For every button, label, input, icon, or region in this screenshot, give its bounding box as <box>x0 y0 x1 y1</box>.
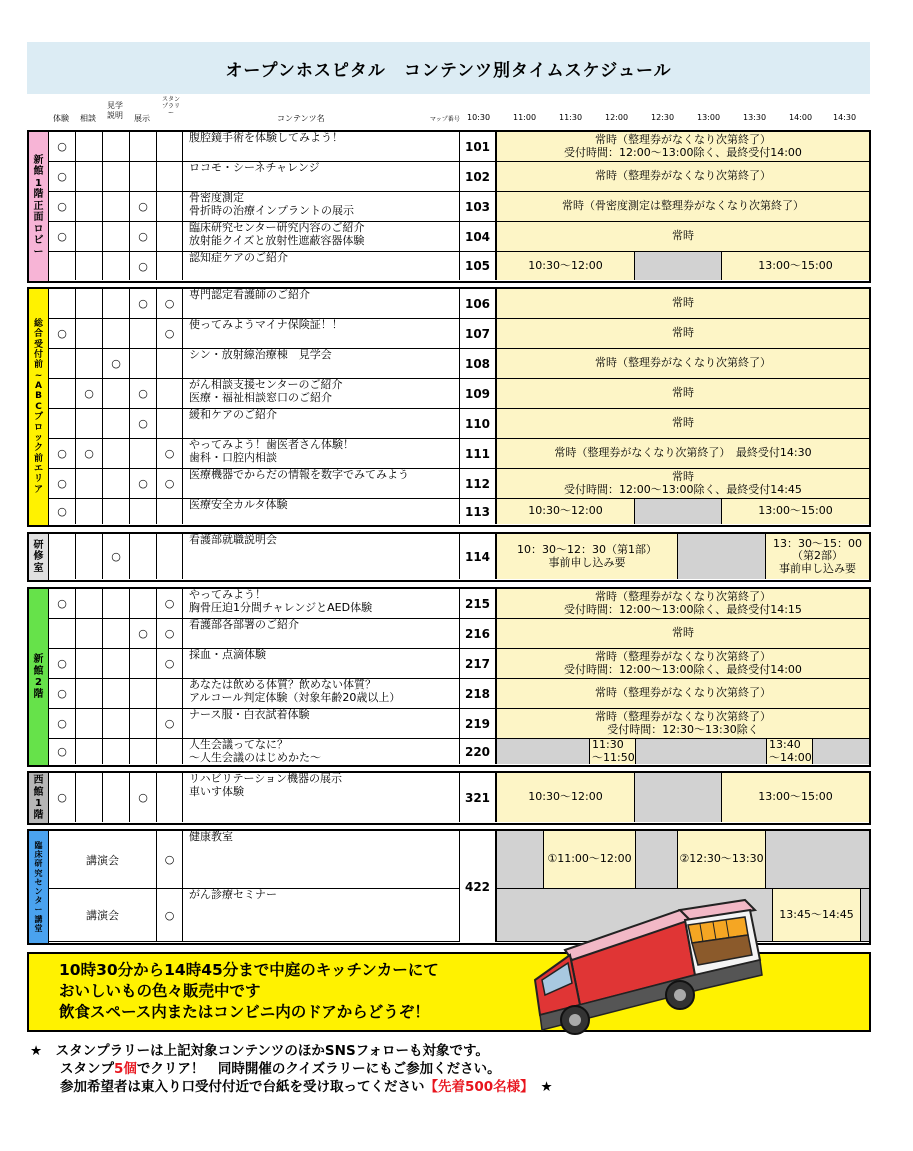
content-name: 使ってみようマイナ保険証！！ <box>183 319 460 348</box>
table-row: ○ ロコモ・シーネチャレンジ 102 常時（整理券がなくなり次第終了） <box>49 162 869 192</box>
schedule: 常時 <box>497 289 869 318</box>
notes: ★ スタンプラリーは上記対象コンテンツのほかSNSフォローも対象です。 スタンプ5個でクリア！ 同時開催のクイズラリーにもご参加ください。 参加希望者は東入り口受付付近で台紙を受け取ってください【先着500名様】 ★ <box>30 1043 553 1095</box>
schedule: 10：30～12：30（第1部） 事前申し込み要 13：30～15：00（第2部） 事前申し込み要 <box>497 534 869 579</box>
kouenkai-label: 講演会 <box>49 889 157 941</box>
section-label: 新館2階 <box>29 589 49 765</box>
table-row: ○ ○ やってみよう！ 胸骨圧迫1分間チャレンジとAED体験 215 常時（整理券がなくなり次第終了） 受付時間：12:00～13:00除く、最終受付14:15 <box>49 589 869 619</box>
map-number: 321 <box>460 773 497 822</box>
map-number: 106 <box>460 289 497 318</box>
schedule: 常時 <box>497 409 869 438</box>
content-name: 採血・点滴体験 <box>183 649 460 678</box>
table-row: ○ ○ がん相談支援センターのご紹介 医療・福祉相談窓口のご紹介 109 常時 <box>49 379 869 409</box>
table-row: ○ ○ リハビリテーション機器の展示 車いす体験 321 10:30～12:00 13:00～15:00 <box>49 773 869 822</box>
header-map: マップ番号 <box>430 116 460 123</box>
schedule: ①11:00～12:00 ②12:30～13:30 <box>497 831 869 888</box>
content-name: 腹腔鏡手術を体験してみよう！ <box>183 132 460 161</box>
table-row: ○ 認知症ケアのご紹介 105 10:30～12:00 13:00～15:00 <box>49 252 869 280</box>
map-number: 103 <box>460 192 497 221</box>
content-name: 人生会議ってなに？ ～人生会議のはじめかた～ <box>183 739 460 764</box>
content-name: 臨床研究センター研究内容のご紹介 放射能クイズと放射性遮蔽容器体験 <box>183 222 460 251</box>
content-name: やってみよう！ 胸骨圧迫1分間チャレンジとAED体験 <box>183 589 460 618</box>
content-name: がん相談支援センターのご紹介 医療・福祉相談窓口のご紹介 <box>183 379 460 408</box>
schedule: 常時（整理券がなくなり次第終了） 受付時間：12:00～13:00除く、最終受付14:00 <box>497 649 869 678</box>
schedule: 10:30～12:00 13:00～15:00 <box>497 252 869 280</box>
map-number: 217 <box>460 649 497 678</box>
map-number: 102 <box>460 162 497 191</box>
schedule: 11:30 ～11:50 13:40 ～14:00 <box>497 739 869 764</box>
schedule: 常時（整理券がなくなり次第終了） 受付時間：12:00～13:00除く、最終受付14:15 <box>497 589 869 618</box>
section-label: 臨床研究センター講堂 <box>29 831 49 943</box>
table-row: ○ 人生会議ってなに？ ～人生会議のはじめかた～ 220 11:30 ～11:50 13:40 ～14:00 <box>49 739 869 764</box>
content-name: 骨密度測定 骨折時の治療インプラントの展示 <box>183 192 460 221</box>
kouenkai-label: 講演会 <box>49 831 157 888</box>
map-number: 104 <box>460 222 497 251</box>
header-time-6: 13:30 <box>743 113 767 122</box>
section-label: 新館1階正面ロビー <box>29 132 49 281</box>
table-row: ○ あなたは飲める体質？飲めない体質？ アルコール判定体験（対象年齢20歳以上） 218 常時（整理券がなくなり次第終了） <box>49 679 869 709</box>
content-name: 看護部各部署のご紹介 <box>183 619 460 648</box>
map-number: 110 <box>460 409 497 438</box>
section-kenshushitsu <box>27 532 871 582</box>
schedule: 常時（骨密度測定は整理券がなくなり次第終了） <box>497 192 869 221</box>
header-kengaku: 見学説明 <box>107 101 123 120</box>
map-number: 422 <box>460 831 497 942</box>
content-name: 健康教室 <box>183 831 460 888</box>
content-name: がん診療セミナー <box>183 889 460 941</box>
table-row: ○ 看護部就職説明会 114 10：30～12：30（第1部） 事前申し込み要 13：30～15：00（第2部） 事前申し込み要 <box>49 534 869 579</box>
content-name: 専門認定看護師のご紹介 <box>183 289 460 318</box>
table-row: 講演会 ○ 健康教室 ①11:00～12:00 ②12:30～13:30 <box>49 831 869 889</box>
schedule: 常時（整理券がなくなり次第終了） 最終受付14:30 <box>497 439 869 468</box>
content-name: 認知症ケアのご紹介 <box>183 252 460 280</box>
map-number: 216 <box>460 619 497 648</box>
map-number: 112 <box>460 469 497 498</box>
section-label: 総合受付前~ABCブロック前エリア <box>29 289 49 525</box>
section-label: 西館1階 <box>29 773 49 823</box>
content-name: ナース服・白衣試着体験 <box>183 709 460 738</box>
schedule: 10:30～12:00 13:00～15:00 <box>497 773 869 822</box>
map-number: 111 <box>460 439 497 468</box>
header-time-3: 12:00 <box>605 113 629 122</box>
content-name: やってみよう！歯医者さん体験！ 歯科・口腔内相談 <box>183 439 460 468</box>
content-name: あなたは飲める体質？飲めない体質？ アルコール判定体験（対象年齢20歳以上） <box>183 679 460 708</box>
table-row: ○ 緩和ケアのご紹介 110 常時 <box>49 409 869 439</box>
table-row: 講演会 ○ がん診療セミナー 13:45～14:45 <box>49 889 869 942</box>
table-row: ○ ○ 専門認定看護師のご紹介 106 常時 <box>49 289 869 319</box>
header-tenji: 展示 <box>134 114 150 123</box>
schedule: 常時 <box>497 379 869 408</box>
content-name: 看護部就職説明会 <box>183 534 460 579</box>
header-time-0: 10:30 <box>467 113 491 122</box>
schedule: 常時（整理券がなくなり次第終了） <box>497 679 869 708</box>
schedule: 10:30～12:00 13:00～15:00 <box>497 499 869 524</box>
schedule: 常時（整理券がなくなり次第終了） 受付時間：12:00～13:00除く、最終受付14:00 <box>497 132 869 161</box>
content-name: 緩和ケアのご紹介 <box>183 409 460 438</box>
header-contents: コンテンツ名 <box>277 114 325 123</box>
table-row: ○ ○ 骨密度測定 骨折時の治療インプラントの展示 103 常時（骨密度測定は整理券がなくなり次第終了） <box>49 192 869 222</box>
map-number: 220 <box>460 739 497 764</box>
section-shinkan-1f <box>27 130 871 283</box>
kitchen-car-banner: 10時30分から14時45分まで中庭のキッチンカーにて おいしいもの色々販売中です 飲食スペース内またはコンビニ内のドアからどうぞ！ <box>27 952 871 1032</box>
map-number: 215 <box>460 589 497 618</box>
table-row: ○ シン・放射線治療棟 見学会 108 常時（整理券がなくなり次第終了） <box>49 349 869 379</box>
map-number: 218 <box>460 679 497 708</box>
kitchen-car-icon <box>530 895 780 1045</box>
map-number: 108 <box>460 349 497 378</box>
header-stamp: スタンプラリー <box>161 96 180 117</box>
table-row: ○ 腹腔鏡手術を体験してみよう！ 101 常時（整理券がなくなり次第終了） 受付時間：12:00～13:00除く、最終受付14:00 <box>49 132 869 162</box>
section-label: 研修室 <box>29 534 49 580</box>
schedule: 常時 受付時間：12:00～13:00除く、最終受付14:45 <box>497 469 869 498</box>
schedule: 13:45～14:45 <box>497 889 869 941</box>
map-number: 107 <box>460 319 497 348</box>
schedule: 常時（整理券がなくなり次第終了） <box>497 162 869 191</box>
section-nishikan-1f <box>27 771 871 825</box>
header-soudan: 相談 <box>80 114 96 123</box>
header-time-4: 12:30 <box>651 113 675 122</box>
header-time-7: 14:00 <box>789 113 813 122</box>
section-shinkan-2f <box>27 587 871 767</box>
content-name: 医療機器でからだの情報を数字でみてみよう <box>183 469 460 498</box>
table-row: ○ ○ 看護部各部署のご紹介 216 常時 <box>49 619 869 649</box>
content-name: リハビリテーション機器の展示 車いす体験 <box>183 773 460 822</box>
column-headers <box>27 96 871 128</box>
content-name: シン・放射線治療棟 見学会 <box>183 349 460 378</box>
map-number: 113 <box>460 499 497 524</box>
schedule: 常時 <box>497 319 869 348</box>
table-row: ○ ○ ナース服・白衣試着体験 219 常時（整理券がなくなり次第終了） 受付時間：12:30～13:30除く <box>49 709 869 739</box>
page-title: オープンホスピタル コンテンツ別タイムスケジュール <box>27 42 870 94</box>
table-row: ○ 医療安全カルタ体験 113 10:30～12:00 13:00～15:00 <box>49 499 869 524</box>
schedule: 常時 <box>497 222 869 251</box>
content-name: 医療安全カルタ体験 <box>183 499 460 524</box>
schedule: 常時（整理券がなくなり次第終了） <box>497 349 869 378</box>
table-row: ○ ○ ○ 医療機器でからだの情報を数字でみてみよう 112 常時 受付時間：12:00～13:00除く、最終受付14:45 <box>49 469 869 499</box>
map-number: 105 <box>460 252 497 280</box>
header-time-2: 11:30 <box>559 113 583 122</box>
map-number: 114 <box>460 534 497 579</box>
header-time-5: 13:00 <box>697 113 721 122</box>
table-row: ○ ○ 臨床研究センター研究内容のご紹介 放射能クイズと放射性遮蔽容器体験 104 常時 <box>49 222 869 252</box>
map-number: 219 <box>460 709 497 738</box>
header-time-1: 11:00 <box>513 113 537 122</box>
table-row: ○ ○ ○ やってみよう！歯医者さん体験！ 歯科・口腔内相談 111 常時（整理券がなくなり次第終了） 最終受付14:30 <box>49 439 869 469</box>
table-row: ○ ○ 採血・点滴体験 217 常時（整理券がなくなり次第終了） 受付時間：12:00～13:00除く、最終受付14:00 <box>49 649 869 679</box>
table-row: ○ ○ 使ってみようマイナ保険証！！ 107 常時 <box>49 319 869 349</box>
map-number: 101 <box>460 132 497 161</box>
content-name: ロコモ・シーネチャレンジ <box>183 162 460 191</box>
schedule: 常時 <box>497 619 869 648</box>
map-number: 109 <box>460 379 497 408</box>
section-sougou-uketsuke <box>27 287 871 527</box>
header-taiken: 体験 <box>53 114 69 123</box>
header-time-8: 14:30 <box>833 113 857 122</box>
schedule: 常時（整理券がなくなり次第終了） 受付時間：12:30～13:30除く <box>497 709 869 738</box>
